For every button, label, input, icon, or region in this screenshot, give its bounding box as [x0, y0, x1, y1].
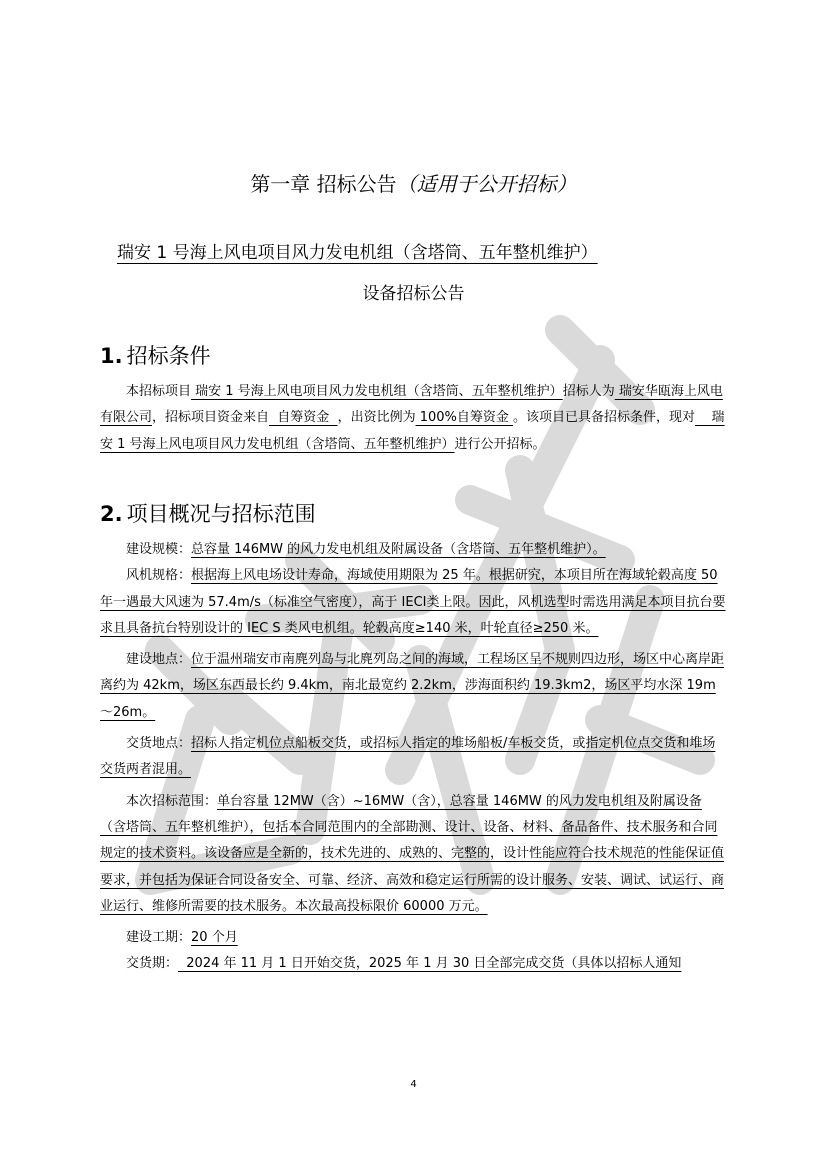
- label: 交货期：: [126, 956, 179, 972]
- label: 建设地点：: [126, 652, 192, 668]
- label: 建设规模：: [126, 542, 192, 557]
- section-1-title: 招标条件: [126, 344, 211, 368]
- text: 进行公开招标。: [454, 436, 546, 452]
- range-item: [100, 789, 727, 920]
- funding-ratio: 100%自筹资金: [415, 410, 514, 426]
- section-2-number: 2.: [100, 502, 123, 526]
- construction-site: 位于温州瑞安市南麂列岛与北麂列岛之间的海域，工程场区呈不规则四边形，场区中心离岸距离约为 42km，场区东西最长约 9.4km，南北最宽约 2.2km，涉海面积约 19.3km2，场区平均水深 19m～26m。: [100, 652, 725, 720]
- section-2-title: 项目概况与招标范围: [126, 502, 316, 526]
- text: 本招标项目: [126, 384, 192, 399]
- construction-scale: 总容量 146MW 的风力发电机组及附属设备（含塔筒、五年整机维护）。: [191, 542, 606, 557]
- section-1-number: 1.: [100, 344, 123, 368]
- label: 本次招标范围：: [126, 793, 218, 809]
- fund-source: 自筹资金: [269, 410, 338, 426]
- spec-item: [100, 563, 727, 642]
- section-1-body: [100, 379, 727, 458]
- page-number: 4: [410, 1079, 417, 1090]
- tender-range: 单台容量 12MW（含）~16MW（含），总容量 146MW 的风力发电机组及附属设备（含塔筒、五年整机维护），包括本合同范围内的全部勘测、设计、设备、材料、备品备件、技术服务和合同规定的技术资料。该设备应是全新的，技术先进的、成熟的、完整的，设计性能应符合技术规范的性能保证值要求，并包括为保证合同设备安全、可靠、经济、高效和稳定运行所需的设计服务、安装、调试、试运行、商业运行、维修所需要的技术服务。本次最高投标限价 60000 万元。: [100, 793, 725, 914]
- chapter-title-main: 第一章 招标公告: [250, 172, 397, 196]
- project-title: 瑞安 1 号海上风电项目风力发电机组（含塔筒、五年整机维护）: [117, 243, 598, 263]
- text: ，出资比例为: [337, 410, 416, 426]
- text: 招标人为: [562, 384, 615, 399]
- section-2-body: [100, 537, 727, 978]
- tenderer-name: 瑞安华瓯海上风电有限公司: [100, 384, 723, 426]
- chapter-title-note: （适用于公开招标）: [396, 172, 577, 196]
- label: 交货地点：: [126, 736, 192, 752]
- project-name: 瑞安 1 号海上风电项目风力发电机组（含塔筒、五年整机维护）: [191, 384, 563, 399]
- construction-period: 20 个月: [191, 930, 238, 946]
- text: ，招标项目资金来自: [152, 410, 270, 426]
- delivery-place: 招标人指定机位点船板交货，或招标人指定的堆场船板/车板交货，或指定机位点交货和堆场交货两者混用。: [100, 736, 716, 778]
- delivery-time: 2024 年 11 月 1 日开始交货，2025 年 1 月 30 日全部完成交货（具体以招标人通知: [178, 956, 682, 972]
- section-1-heading: [100, 340, 211, 370]
- delivery-time-item: [100, 951, 727, 977]
- text: 。该项目已具备招标条件，现对: [513, 410, 696, 426]
- announcement-subtitle: 设备招标公告: [362, 284, 465, 304]
- site-item: [100, 647, 727, 726]
- turbine-spec: 根据海上风电场设计寿命，海域使用期限为 25 年。根据研究，本项目所在海域轮毂高度 50 年一遇最大风速为 57.4m/s（标准空气密度），高于 IECⅠ类上限。因此，风机选型时需选用满足本项目抗台要求且具备抗台特别设计的 IEC S 类风电机组。轮毂高度≥140 米，叶轮直径≥250 米。: [100, 568, 726, 636]
- section-2-heading: [100, 498, 316, 528]
- delivery-place-item: [100, 731, 727, 784]
- scale-item: [100, 537, 727, 563]
- label: 风机规格：: [126, 568, 192, 584]
- period-item: [100, 925, 727, 951]
- project-name-2: 瑞安 1 号海上风电项目风力发电机组（含塔筒、五年整机维护）: [100, 410, 725, 452]
- label: 建设工期：: [126, 930, 192, 946]
- chapter-title: [0, 168, 827, 197]
